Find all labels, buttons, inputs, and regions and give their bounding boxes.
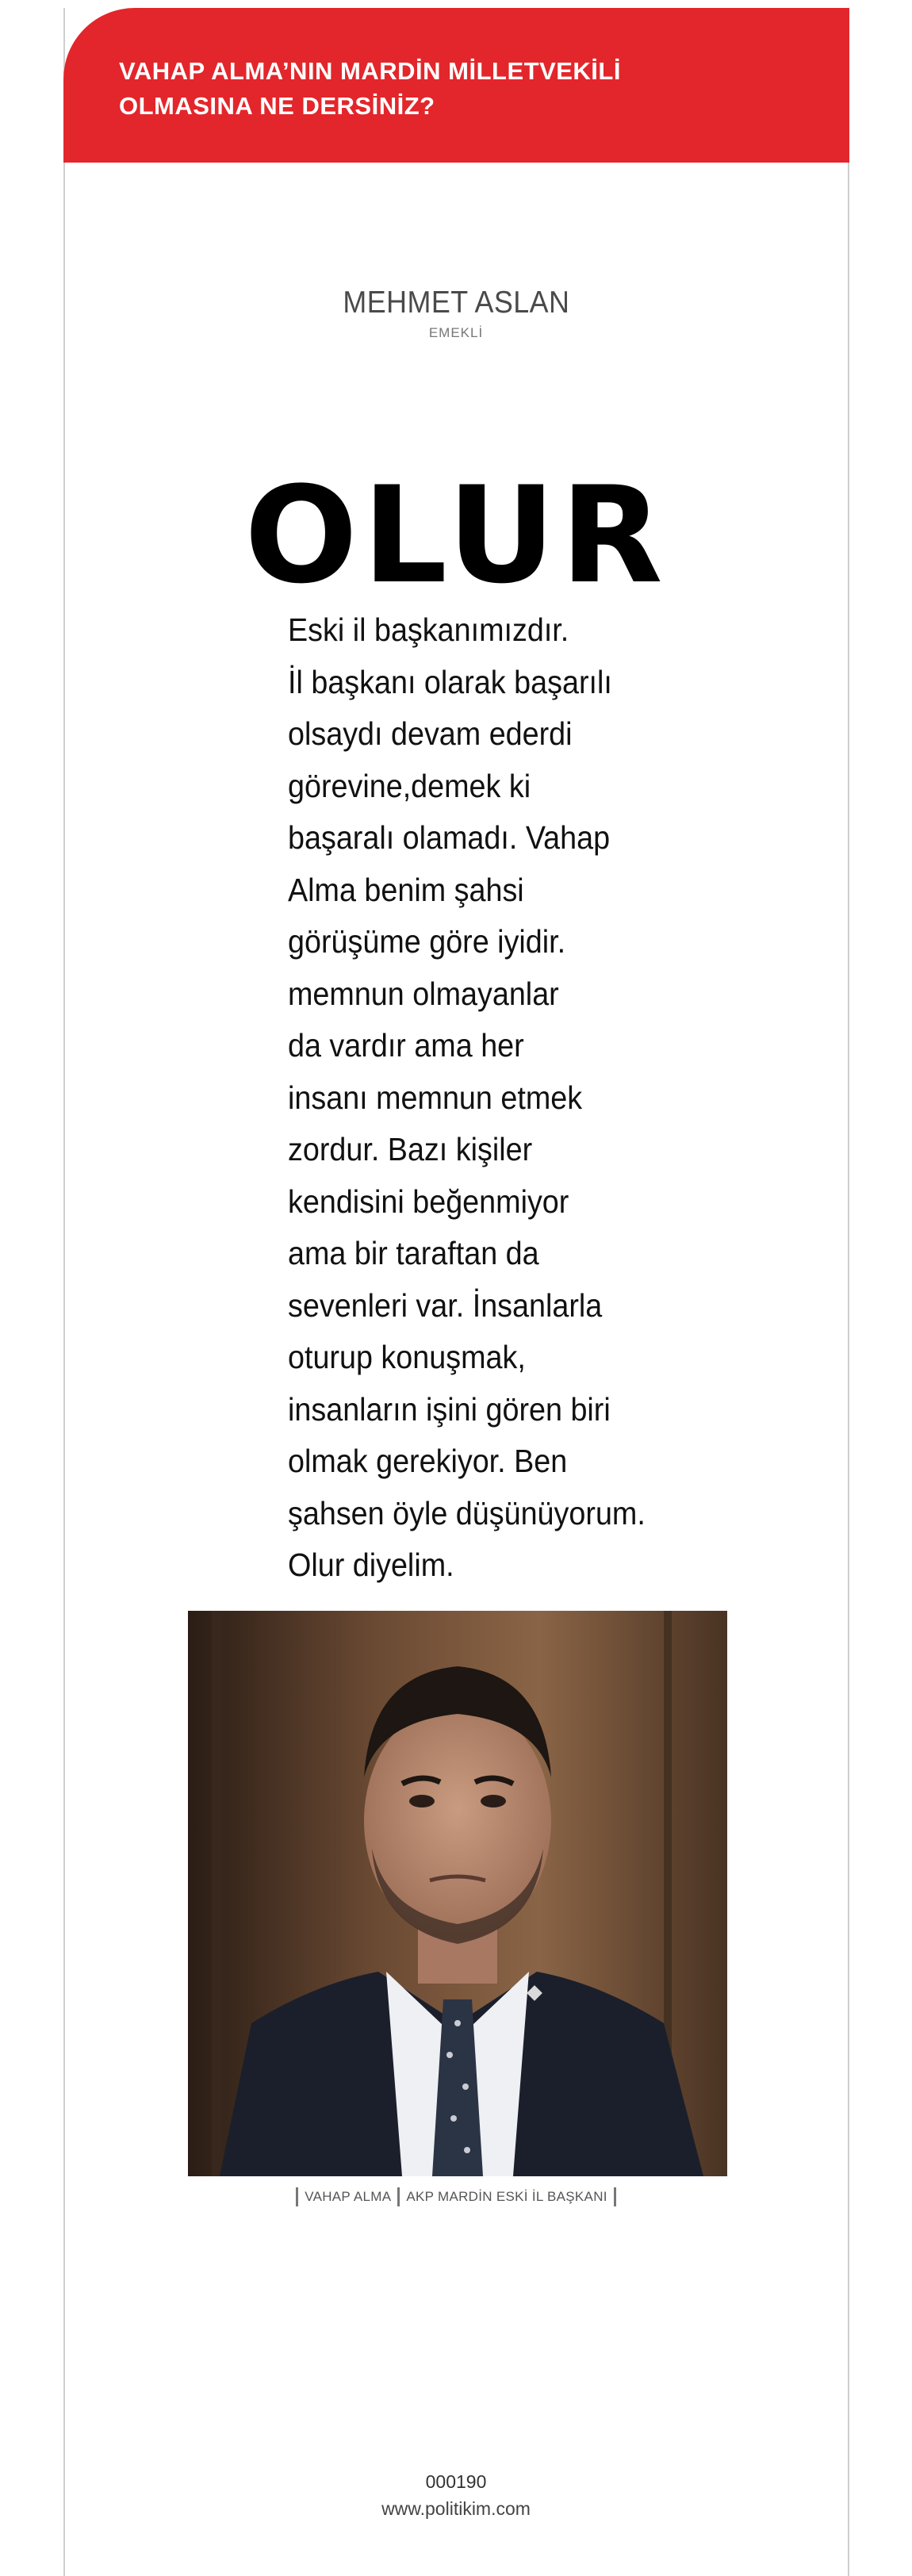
answer-headline: OLUR [244, 458, 668, 613]
page-footer [0, 2468, 912, 2522]
portrait-photo [188, 1611, 727, 2176]
author-block [0, 286, 912, 341]
caption-divider [614, 2187, 616, 2206]
question-title-line1: VAHAP ALMA’NIN MARDİN MİLLETVEKİLİ [119, 57, 621, 85]
caption-divider [397, 2187, 400, 2206]
question-title-line2: OLMASINA NE DERSİNİZ? [119, 92, 435, 120]
photo-caption [0, 2187, 912, 2206]
author-role: EMEKLİ [428, 325, 484, 340]
caption-divider [296, 2187, 298, 2206]
caption-person-title: AKP MARDİN ESKİ İL BAŞKANI [406, 2189, 607, 2204]
footer-code: 000190 [425, 2471, 487, 2492]
answer-body-text: Eski il başkanımızdır. İl başkanı olarak başarılı olsaydı devam ederdi görevine,demek ki başaralı olamadı. Vahap Alma benim şahsi görüşüme göre iyidir. memnun olmayanlar da vardır ama her insanı memnun etmek zordur. Bazı kişiler kendisini beğenmiyor ama bir taraftan da sevenleri var. İnsanlarla oturup konuşmak, insanların işini gören biri olmak gerekiyor. Ben şahsen öyle düşünüyorum. Olur diyelim. [288, 611, 646, 1583]
question-title [119, 54, 722, 124]
question-banner [63, 8, 849, 163]
author-name: MEHMET ASLAN [342, 286, 569, 320]
caption-person-name: VAHAP ALMA [305, 2189, 392, 2204]
footer-website-link[interactable]: www.politikim.com [381, 2498, 531, 2519]
